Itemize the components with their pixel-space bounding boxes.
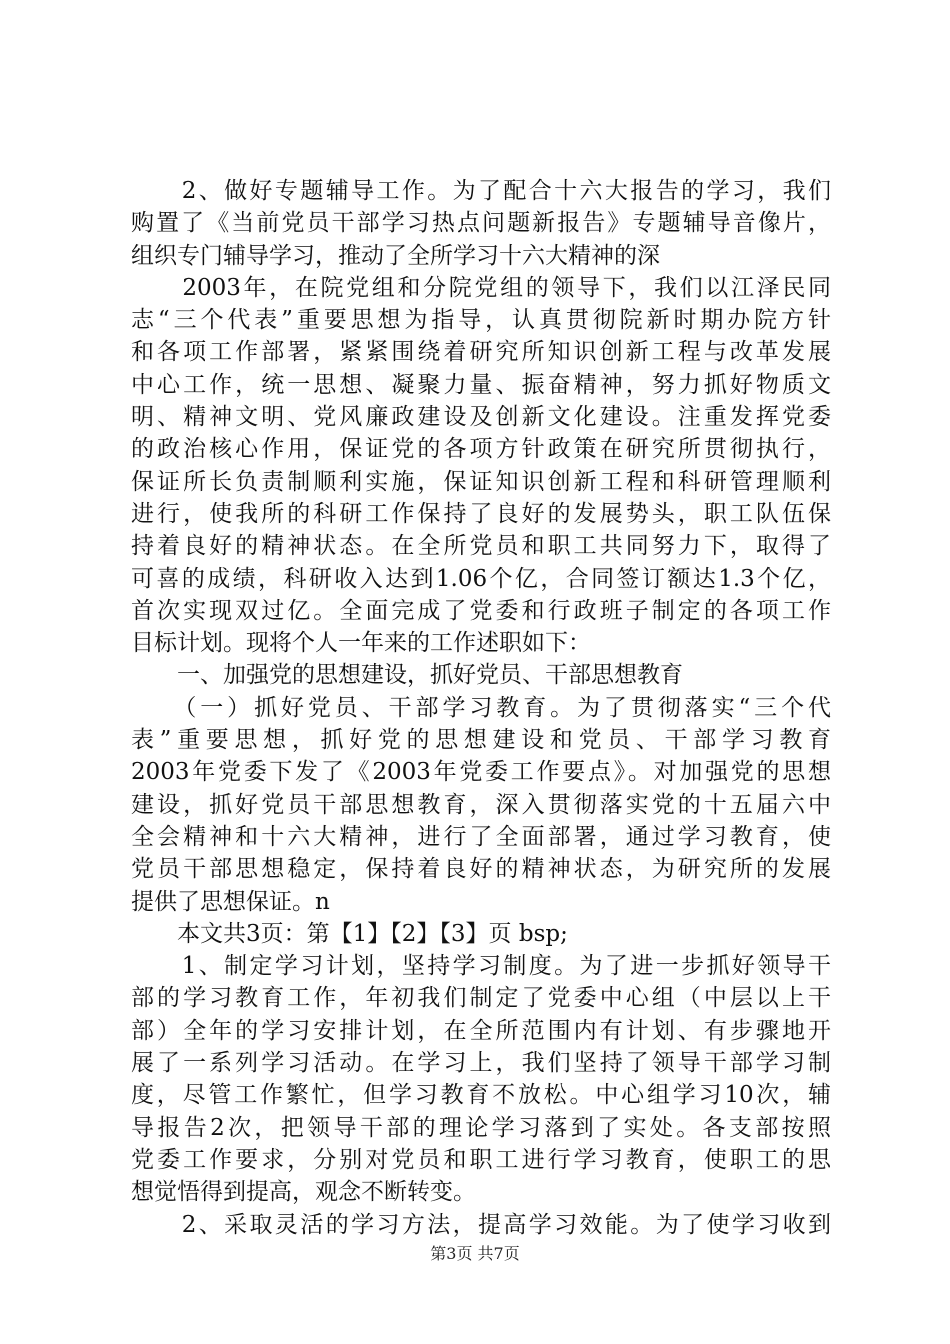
text-line: 想觉悟得到提高，观念不断转变。 (131, 1179, 476, 1206)
text-line: 部的学习教育工作，年初我们制定了党委中心组（中层以上干 (131, 985, 831, 1012)
text-line: 提供了思想保证。n (131, 888, 330, 915)
text-line: 2、采取灵活的学习方法，提高学习效能。为了使学习收到 (131, 1211, 831, 1238)
text-line: 1、制定学习计划，坚持学习制度。为了进一步抓好领导干 (131, 953, 831, 980)
text-line: 党员干部思想稳定，保持着良好的精神状态，为研究所的发展 (131, 856, 831, 883)
text-line: 一、加强党的思想建设，抓好党员、干部思想教育 (131, 662, 683, 689)
text-line: 进行，使我所的科研工作保持了良好的发展势头，职工队伍保 (131, 500, 831, 527)
text-line: 购置了《当前党员干部学习热点问题新报告》专题辅导音像片， (131, 210, 831, 237)
text-line: 组织专门辅导学习，推动了全所学习十六大精神的深 (131, 242, 660, 269)
text-line: 2003年，在院党组和分院党组的领导下，我们以江泽民同 (131, 274, 831, 301)
text-line: 表”重要思想，抓好党的思想建设和党员、干部学习教育 (131, 727, 831, 754)
text-line: （一）抓好党员、干部学习教育。为了贯彻落实“三个代 (131, 694, 831, 721)
text-line: 展了一系列学习活动。在学习上，我们坚持了领导干部学习制 (131, 1050, 831, 1077)
text-line: 可喜的成绩，科研收入达到1.06个亿，合同签订额达1.3个亿， (131, 565, 831, 592)
text-line: 持着良好的精神状态。在全所党员和职工共同努力下，取得了 (131, 533, 831, 560)
text-line: 和各项工作部署，紧紧围绕着研究所知识创新工程与改革发展 (131, 339, 831, 366)
text-line: 部）全年的学习安排计划，在全所范围内有计划、有步骤地开 (131, 1017, 831, 1044)
text-line: 建设，抓好党员干部思想教育，深入贯彻落实党的十五届六中 (131, 791, 831, 818)
text-line: 导报告2次，把领导干部的理论学习落到了实处。各支部按照 (131, 1114, 831, 1141)
text-line: 本文共3页：第【1】【2】【3】页 bsp; (131, 920, 568, 947)
text-line: 志“三个代表”重要思想为指导，认真贯彻院新时期办院方针 (131, 307, 831, 334)
document-body (131, 175, 831, 1241)
text-line: 的政治核心作用，保证党的各项方针政策在研究所贯彻执行， (131, 436, 831, 463)
text-line: 2、做好专题辅导工作。为了配合十六大报告的学习，我们 (131, 178, 831, 204)
text-line: 目标计划。现将个人一年来的工作述职如下： (131, 630, 591, 657)
text-line: 全会精神和十六大精神，进行了全面部署，通过学习教育，使 (131, 823, 831, 850)
text-line: 度，尽管工作繁忙，但学习教育不放松。中心组学习10次，辅 (131, 1082, 831, 1109)
text-line: 2003年党委下发了《2003年党委工作要点》。对加强党的思想 (131, 759, 831, 786)
text-line: 明、精神文明、党风廉政建设及创新文化建设。注重发挥党委 (131, 404, 831, 431)
text-line: 首次实现双过亿。全面完成了党委和行政班子制定的各项工作 (131, 597, 831, 624)
text-line: 保证所长负责制顺利实施，保证知识创新工程和科研管理顺利 (131, 468, 831, 495)
text-line: 党委工作要求，分别对党员和职工进行学习教育，使职工的思 (131, 1146, 831, 1173)
text-line: 中心工作，统一思想、凝聚力量、振奋精神，努力抓好物质文 (131, 371, 831, 398)
page-footer: 第3页 共7页 (430, 1244, 520, 1263)
